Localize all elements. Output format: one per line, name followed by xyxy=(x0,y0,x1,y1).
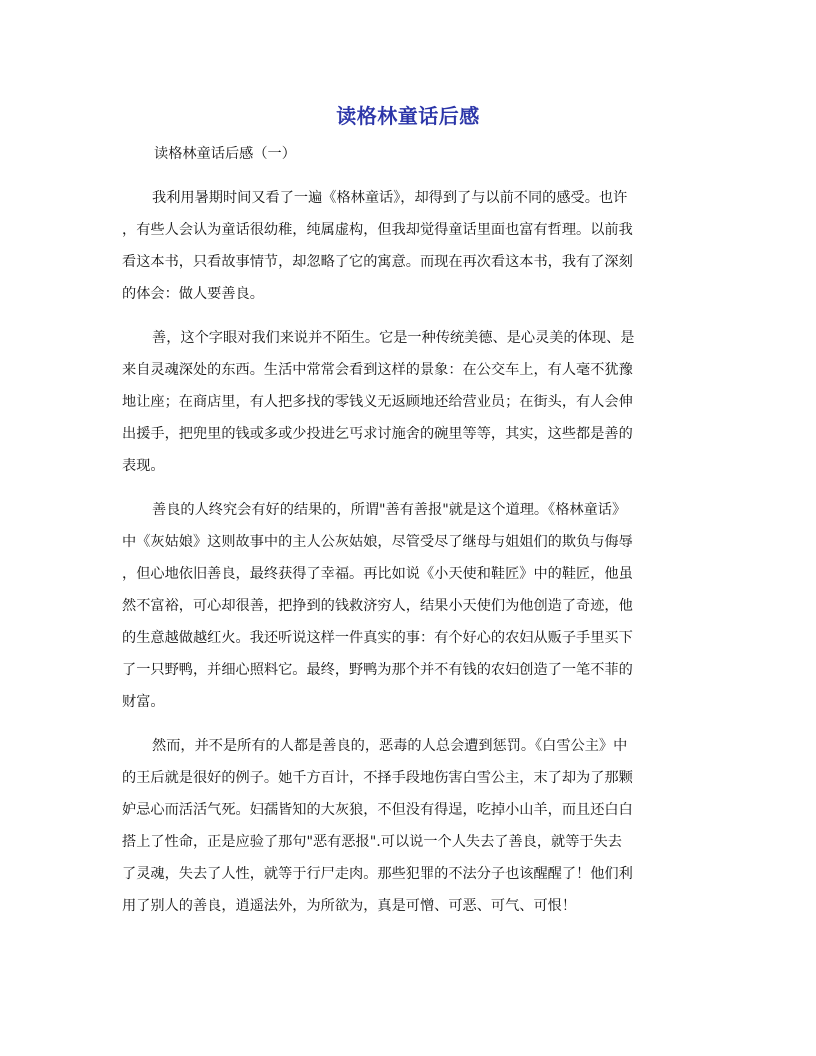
paragraph-line: 表现。 xyxy=(122,458,165,474)
paragraph-line: 的生意越做越红火。我还听说这样一件真实的事：有个好心的农妇从贩子手里买下 xyxy=(122,630,633,646)
paragraph-3 xyxy=(122,494,697,718)
paragraph-4 xyxy=(122,730,697,922)
paragraph-line: 妒忌心而活活气死。妇孺皆知的大灰狼，不但没有得逞，吃掉小山羊，而且还白白 xyxy=(122,802,633,818)
paragraph-line: 财富。 xyxy=(122,694,165,710)
paragraph-line: 用了别人的善良，逍遥法外，为所欲为，真是可憎、可恶、可气、可恨！ xyxy=(122,898,577,914)
paragraph-line: 的王后就是很好的例子。她千方百计，不择手段地伤害白雪公主，末了却为了那颗 xyxy=(122,770,633,786)
paragraph-line: 的体会：做人要善良。 xyxy=(122,286,264,302)
paragraph-line: 善，这个字眼对我们来说并不陌生。它是一种传统美德、是心灵美的体现、是 xyxy=(152,330,635,346)
paragraph-line: 然不富裕，可心却很善，把挣到的钱救济穷人，结果小天使们为他创造了奇迹，他 xyxy=(122,598,633,614)
paragraph-1 xyxy=(122,182,697,310)
paragraph-2 xyxy=(122,322,697,482)
document-title: 读格林童话后感 xyxy=(336,104,480,128)
paragraph-line: 然而，并不是所有的人都是善良的，恶毒的人总会遭到惩罚。《白雪公主》中 xyxy=(152,738,628,754)
paragraph-line: 看这本书，只看故事情节，却忽略了它的寓意。而现在再次看这本书，我有了深刻 xyxy=(122,254,633,270)
paragraph-line: 来自灵魂深处的东西。生活中常常会看到这样的景象：在公交车上，有人毫不犹豫 xyxy=(122,362,633,378)
paragraph-line: ，有些人会认为童话很幼稚，纯属虚构，但我却觉得童话里面也富有哲理。以前我 xyxy=(122,222,633,238)
document-body xyxy=(122,138,697,922)
paragraph-line: 地让座；在商店里，有人把多找的零钱义无返顾地还给营业员；在街头，有人会伸 xyxy=(122,394,633,410)
document-subtitle: 读格林童话后感（一） xyxy=(154,146,296,162)
paragraph-line: 我利用暑期时间又看了一遍《格林童话》，却得到了与以前不同的感受。也许 xyxy=(152,190,628,206)
paragraph-line: 出援手，把兜里的钱或多或少投进乞丐求讨施舍的碗里等等，其实，这些都是善的 xyxy=(122,426,633,442)
paragraph-line: 中《灰姑娘》这则故事中的主人公灰姑娘，尽管受尽了继母与姐姐们的欺负与侮辱 xyxy=(122,534,633,550)
paragraph-line: 了灵魂，失去了人性，就等于行尸走肉。那些犯罪的不法分子也该醒醒了！他们利 xyxy=(122,866,633,882)
paragraph-line: 了一只野鸭，并细心照料它。最终，野鸭为那个并不有钱的农妇创造了一笔不菲的 xyxy=(122,662,633,678)
paragraph-line: ，但心地依旧善良，最终获得了幸福。再比如说《小天使和鞋匠》中的鞋匠，他虽 xyxy=(122,566,633,582)
paragraph-line: 善良的人终究会有好的结果的，所谓"善有善报"就是这个道理。《格林童话》 xyxy=(152,502,627,518)
paragraph-line: 搭上了性命，正是应验了那句"恶有恶报".可以说一个人失去了善良，就等于失去 xyxy=(122,834,622,850)
